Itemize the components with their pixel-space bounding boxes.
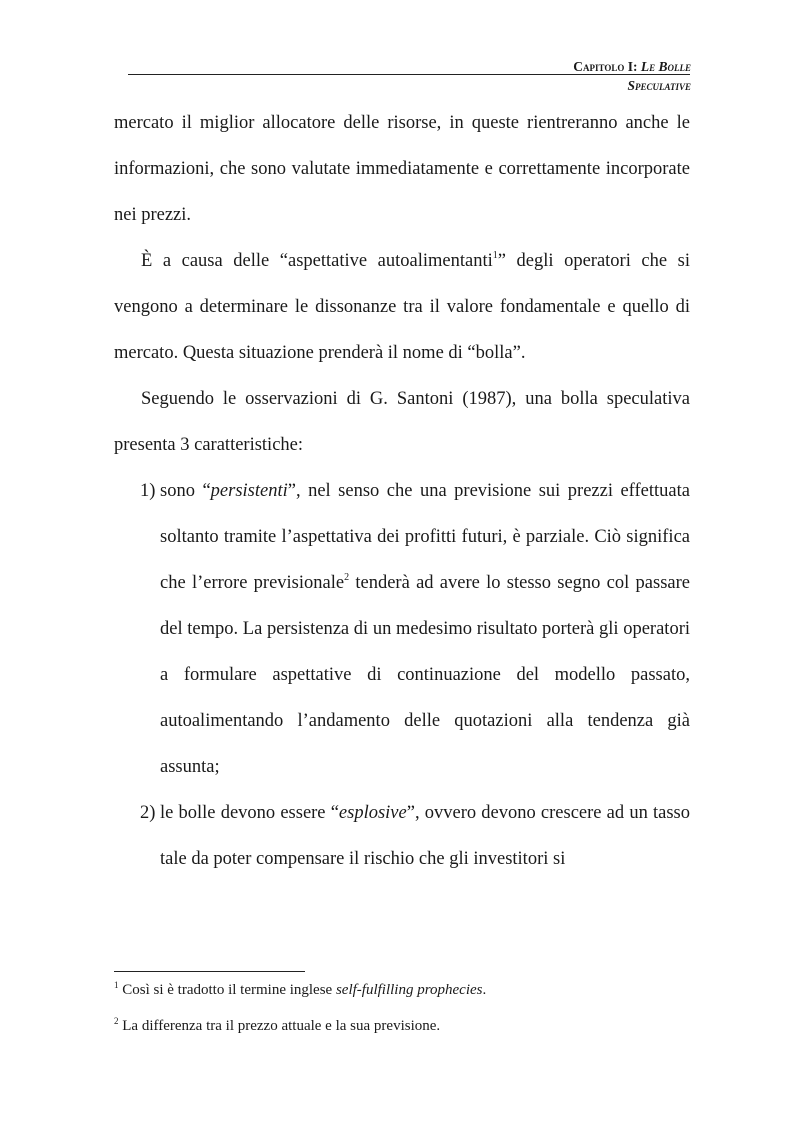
footnote-1 [114, 979, 690, 1001]
paragraph-3: Seguendo le osservazioni di G. Santoni (1987), una bolla speculativa presenta 3 caratteristiche: [114, 389, 690, 455]
footnote-rule [114, 971, 305, 972]
list-item-1 [114, 468, 690, 790]
list-item-1-post: tenderà ad avere lo stesso segno col passare del tempo. La persistenza di un medesimo risultato porterà gli operatori a formulare aspettative di continuazione del modello passato, autoalimentando l’andamento delle quotazioni alla tendenza già assunta; [160, 573, 691, 777]
list-item-2-pre: le bolle devono essere “ [160, 803, 339, 823]
footnote-ref-1[interactable]: 1 [492, 250, 498, 261]
paragraph-2 [114, 238, 690, 376]
footnote-1-number: 1 [114, 980, 119, 990]
paragraph-2-part-b: ” degli operatori che si vengono a determinare le dissonanze tra il valore fondamentale e quello di mercato. Questa situazione prenderà il nome di “bolla”. [114, 251, 690, 363]
paragraph-2-part-a: È a causa delle “aspettative autoalimentanti [141, 251, 493, 271]
list-item-1-emphasis: persistenti [210, 481, 288, 501]
header-title-line-1: Le Bolle [640, 59, 691, 74]
footnote-1-emphasis: self-fulfilling prophecies [335, 982, 483, 998]
list-item-1-pre: sono “ [160, 481, 211, 501]
header-chapter: Capitolo I: [573, 59, 638, 74]
running-header [573, 57, 691, 95]
list-item-2 [114, 790, 690, 882]
footnote-2-number: 2 [114, 1016, 119, 1026]
list-item-2-post: ”, ovvero devono crescere ad un tasso tale da poter compensare il rischio che gli investitori si [160, 803, 690, 869]
paragraph-1: mercato il miglior allocatore delle risorse, in queste rientreranno anche le informazioni, che sono valutate immediatamente e correttamente incorporate nei prezzi. [114, 113, 690, 225]
list-item-1-mid: ”, nel senso che una previsione sui prezzi effettuata soltanto tramite l’aspettativa dei profitti futuri, è parziale. Ciò significa che l’errore previsionale [160, 481, 690, 593]
list-item-2-emphasis: esplosive [338, 803, 407, 823]
header-line-2 [573, 76, 691, 95]
footnote-1-post: . [482, 982, 487, 998]
list-item-2-number: 2) [140, 803, 156, 823]
header-rule [128, 74, 690, 75]
footnotes [114, 979, 690, 1051]
body-text [114, 100, 690, 882]
footnote-2 [114, 1015, 690, 1037]
footnote-2-text: La differenza tra il prezzo attuale e la sua previsione. [118, 1018, 441, 1034]
list-item-1-number: 1) [140, 481, 156, 501]
footnote-ref-2[interactable]: 2 [344, 572, 350, 583]
footnote-1-pre: Così si è tradotto il termine inglese [118, 982, 336, 998]
header-title-line-2: Speculative [627, 78, 691, 93]
